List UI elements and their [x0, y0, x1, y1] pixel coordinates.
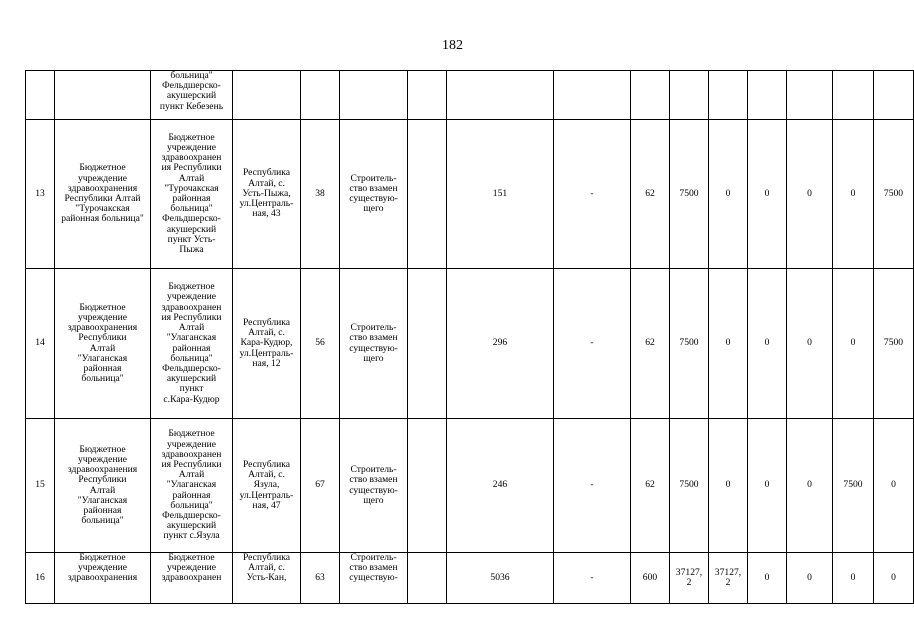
work-type-cell: Строитель- ство взамен существую- щего	[340, 419, 408, 553]
row-number: 16	[26, 553, 55, 604]
table-row	[26, 269, 914, 419]
value-cell: 0	[833, 553, 874, 604]
cell	[670, 71, 709, 120]
value-cell: 0	[748, 419, 787, 553]
object-cell: Бюджетное учреждение здравоохранен ия Республики Алтай "Турочакская районная больница" Фельдшерско- акушерский пункт Усть- Пыжа	[151, 120, 233, 269]
cell	[554, 71, 631, 120]
cell	[408, 71, 447, 120]
value-cell: 7500	[874, 269, 914, 419]
value-cell: 0	[748, 120, 787, 269]
value-cell: 296	[447, 269, 554, 419]
address-cell: Республика Алтай, с. Язула, ул.Централь- ная, 47	[233, 419, 301, 553]
cell	[874, 71, 914, 120]
address-cell: Республика Алтай, с. Кара-Кудюр, ул.Централь- ная, 12	[233, 269, 301, 419]
value-cell: 63	[301, 553, 340, 604]
table-row	[26, 553, 914, 604]
value-cell: 0	[874, 553, 914, 604]
cell	[447, 71, 554, 120]
value-cell: 56	[301, 269, 340, 419]
address-cell: Республика Алтай, с. Усть-Пыжа, ул.Централь- ная, 43	[233, 120, 301, 269]
value-cell: 37127, 2	[709, 553, 748, 604]
value-cell: 0	[787, 553, 833, 604]
cell	[748, 71, 787, 120]
value-cell: -	[554, 120, 631, 269]
value-cell: 0	[787, 120, 833, 269]
value-cell: 62	[631, 269, 670, 419]
value-cell: -	[554, 553, 631, 604]
cell	[301, 71, 340, 120]
value-cell: 0	[709, 269, 748, 419]
object-cell	[151, 71, 233, 120]
page-number: 182	[442, 38, 463, 53]
value-cell: 62	[631, 120, 670, 269]
value-cell: 246	[447, 419, 554, 553]
cell	[787, 71, 833, 120]
value-cell: 7500	[670, 120, 709, 269]
table-row	[26, 120, 914, 269]
cell	[26, 71, 55, 120]
table-sheet	[25, 70, 904, 592]
value-cell: 0	[748, 269, 787, 419]
value-cell: 151	[447, 120, 554, 269]
value-cell: 7500	[670, 269, 709, 419]
customer-cell: Бюджетное учреждение здравоохранения Республики Алтай "Улаганская районная больница"	[55, 419, 151, 553]
cell	[233, 71, 301, 120]
value-cell	[408, 269, 447, 419]
table-row	[26, 71, 914, 120]
value-cell: 5036	[447, 553, 554, 604]
value-cell: 600	[631, 553, 670, 604]
address-cell: Республика Алтай, с. Усть-Кан,	[233, 553, 301, 604]
value-cell: 0	[709, 120, 748, 269]
value-cell: 0	[787, 419, 833, 553]
value-cell: 7500	[670, 419, 709, 553]
row-number: 15	[26, 419, 55, 553]
cell	[833, 71, 874, 120]
value-cell: 67	[301, 419, 340, 553]
object-cell: Бюджетное учреждение здравоохранен	[151, 553, 233, 604]
work-type-cell: Строитель- ство взамен существую- щего	[340, 120, 408, 269]
facilities-table	[25, 70, 914, 604]
value-cell	[408, 120, 447, 269]
value-cell: -	[554, 419, 631, 553]
value-cell: -	[554, 269, 631, 419]
object-text: больница" Фельдшерско- акушерский пункт Кебезень	[159, 70, 224, 112]
value-cell: 7500	[833, 419, 874, 553]
work-type-cell: Строитель- ство взамен существую- щего	[340, 269, 408, 419]
value-cell: 7500	[874, 120, 914, 269]
customer-cell: Бюджетное учреждение здравоохранения	[55, 553, 151, 604]
row-number: 14	[26, 269, 55, 419]
value-cell	[408, 419, 447, 553]
customer-cell: Бюджетное учреждение здравоохранения Республики Алтай "Улаганская районная больница"	[55, 269, 151, 419]
work-type-cell: Строитель- ство взамен существую-	[340, 553, 408, 604]
value-cell: 37127, 2	[670, 553, 709, 604]
value-cell: 62	[631, 419, 670, 553]
cell	[709, 71, 748, 120]
cell	[55, 71, 151, 120]
cell	[340, 71, 408, 120]
table-row	[26, 419, 914, 553]
value-cell: 0	[709, 419, 748, 553]
value-cell: 38	[301, 120, 340, 269]
value-cell	[408, 553, 447, 604]
value-cell: 0	[748, 553, 787, 604]
object-cell: Бюджетное учреждение здравоохранен ия Республики Алтай "Улаганская районная больница" Фельдшерско- акушерский пункт с.Кара-Кудюр	[151, 269, 233, 419]
value-cell: 0	[787, 269, 833, 419]
value-cell: 0	[833, 269, 874, 419]
row-number: 13	[26, 120, 55, 269]
cell	[631, 71, 670, 120]
value-cell: 0	[833, 120, 874, 269]
value-cell: 0	[874, 419, 914, 553]
object-cell: Бюджетное учреждение здравоохранен ия Республики Алтай "Улаганская районная больница" Фельдшерско- акушерский пункт с.Язула	[151, 419, 233, 553]
customer-cell: Бюджетное учреждение здравоохранения Республики Алтай "Турочакская районная больница"	[55, 120, 151, 269]
